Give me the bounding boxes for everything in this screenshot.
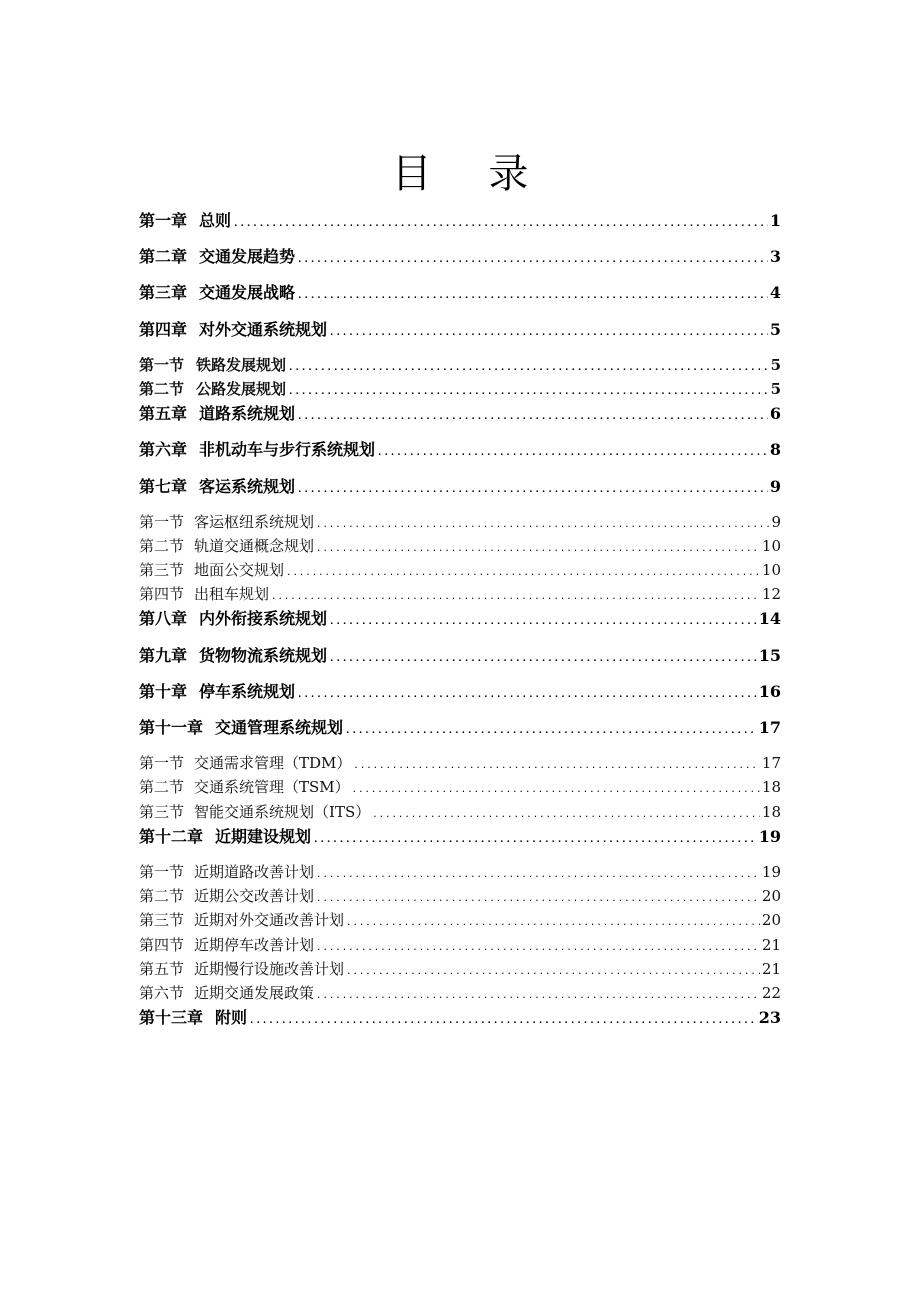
toc-entry-page: 9: [771, 512, 781, 531]
toc-section-entry[interactable]: [139, 800, 781, 824]
toc-entry-number: 第一节: [139, 512, 185, 531]
toc-entry-title: 货物物流系统规划: [199, 645, 328, 665]
toc-chapter-entry[interactable]: [139, 244, 781, 280]
toc-section-entry[interactable]: [139, 582, 781, 606]
toc-entry-number: 第一章: [139, 211, 188, 230]
toc-entry-number: 第二节: [139, 379, 185, 398]
toc-entry-number: 第四章: [139, 319, 188, 339]
toc-entry-number: 第七章: [139, 476, 188, 496]
toc-entry-title: 停车系统规划: [199, 681, 296, 701]
toc-entry-title: 智能交通系统规划（ITS）: [194, 802, 371, 821]
toc-entry-page: 23: [758, 1008, 781, 1028]
toc-section-entry[interactable]: [139, 933, 781, 957]
toc-entry-title: 交通管理系统规划: [215, 718, 344, 737]
toc-entry-title: 交通需求管理（TDM）: [194, 754, 352, 773]
toc-entry-number: 第八章: [139, 609, 188, 629]
toc-entry-number: 第十一章: [139, 718, 204, 737]
toc-entry-number: 第一节: [139, 862, 185, 881]
toc-section-entry[interactable]: [139, 908, 781, 932]
toc-entry-page: 20: [761, 911, 781, 930]
dot-leader: [297, 247, 768, 273]
dot-leader: [288, 380, 769, 401]
toc-chapter-entry[interactable]: [139, 679, 781, 715]
toc-section-entry[interactable]: [139, 353, 781, 377]
dot-leader: [286, 561, 760, 582]
dot-leader: [297, 283, 768, 309]
dot-leader: [346, 911, 760, 932]
dot-leader: [353, 754, 759, 775]
toc-entry-title: 对外交通系统规划: [199, 319, 328, 339]
toc-entry-number: 第二节: [139, 778, 185, 797]
toc-entry-title: 非机动车与步行系统规划: [199, 440, 376, 460]
dot-leader: [297, 404, 768, 430]
toc-section-entry[interactable]: [139, 957, 781, 981]
dot-leader: [372, 803, 760, 824]
toc-entry-page: 19: [758, 826, 781, 846]
toc-entry-page: 18: [761, 802, 781, 821]
table-of-contents: [139, 208, 781, 1041]
dot-leader: [352, 778, 760, 799]
toc-entry-number: 第四节: [139, 935, 185, 954]
toc-entry-title: 内外衔接系统规划: [199, 609, 328, 629]
toc-entry-title: 交通发展趋势: [199, 247, 296, 267]
dot-leader: [316, 984, 760, 1005]
toc-entry-title: 近期公交改善计划: [194, 887, 315, 906]
toc-section-entry[interactable]: [139, 775, 781, 799]
toc-entry-number: 第六节: [139, 983, 185, 1002]
toc-chapter-entry[interactable]: [139, 317, 781, 353]
toc-chapter-entry[interactable]: [139, 437, 781, 473]
toc-entry-number: 第三节: [139, 561, 185, 580]
toc-entry-title: 出租车规划: [194, 585, 270, 604]
toc-entry-page: 9: [769, 476, 781, 496]
toc-chapter-entry[interactable]: [139, 715, 781, 751]
toc-entry-page: 19: [761, 862, 781, 881]
dot-leader: [233, 211, 768, 237]
toc-section-entry[interactable]: [139, 510, 781, 534]
toc-chapter-entry[interactable]: [139, 474, 781, 510]
toc-entry-number: 第二章: [139, 247, 188, 267]
toc-section-entry[interactable]: [139, 884, 781, 908]
toc-section-entry[interactable]: [139, 534, 781, 558]
page-title: 目 录: [391, 151, 551, 197]
toc-entry-title: 近期建设规划: [215, 826, 312, 846]
dot-leader: [346, 960, 760, 981]
toc-entry-number: 第二节: [139, 887, 185, 906]
toc-entry-title: 总则: [199, 211, 232, 230]
toc-entry-page: 5: [769, 319, 781, 339]
toc-chapter-entry[interactable]: [139, 280, 781, 316]
toc-entry-page: 1: [769, 211, 781, 230]
toc-entry-number: 第三章: [139, 283, 188, 303]
toc-entry-title: 客运枢纽系统规划: [194, 512, 315, 531]
toc-entry-number: 第十二章: [139, 826, 204, 846]
toc-entry-number: 第四节: [139, 585, 185, 604]
toc-entry-page: 10: [761, 536, 781, 555]
toc-entry-title: 地面公交规划: [194, 561, 285, 580]
dot-leader: [329, 609, 757, 635]
toc-entry-number: 第三节: [139, 911, 185, 930]
toc-chapter-entry[interactable]: [139, 643, 781, 679]
dot-leader: [316, 513, 769, 534]
toc-entry-page: 16: [758, 681, 781, 701]
toc-entry-page: 5: [770, 355, 781, 374]
toc-section-entry[interactable]: [139, 860, 781, 884]
toc-entry-number: 第三节: [139, 802, 185, 821]
toc-entry-title: 近期停车改善计划: [194, 935, 315, 954]
dot-leader: [288, 356, 769, 377]
dot-leader: [297, 477, 768, 503]
toc-chapter-entry[interactable]: [139, 824, 781, 860]
toc-entry-title: 道路系统规划: [199, 404, 296, 424]
toc-entry-title: 近期道路改善计划: [194, 862, 315, 881]
toc-entry-page: 17: [758, 718, 781, 737]
dot-leader: [297, 682, 757, 708]
dot-leader: [316, 936, 760, 957]
toc-entry-page: 8: [769, 440, 781, 460]
toc-section-entry[interactable]: [139, 751, 781, 775]
toc-entry-page: 10: [761, 561, 781, 580]
toc-entry-number: 第一节: [139, 355, 185, 374]
dot-leader: [249, 1008, 757, 1034]
toc-section-entry[interactable]: [139, 558, 781, 582]
toc-entry-number: 第五节: [139, 959, 185, 978]
dot-leader: [329, 320, 768, 346]
toc-entry-title: 铁路发展规划: [196, 355, 287, 374]
toc-entry-page: 6: [769, 404, 781, 424]
toc-entry-page: 21: [761, 959, 781, 978]
toc-entry-title: 近期交通发展政策: [194, 983, 315, 1002]
dot-leader: [313, 827, 757, 853]
toc-entry-page: 14: [758, 609, 781, 629]
toc-entry-page: 22: [761, 983, 781, 1002]
dot-leader: [377, 440, 768, 466]
dot-leader: [345, 718, 757, 744]
toc-entry-page: 4: [769, 283, 781, 303]
toc-entry-number: 第一节: [139, 754, 185, 773]
toc-entry-page: 20: [761, 887, 781, 906]
toc-entry-page: 15: [758, 645, 781, 665]
toc-entry-title: 交通系统管理（TSM）: [194, 778, 350, 797]
toc-entry-number: 第五章: [139, 404, 188, 424]
toc-entry-number: 第六章: [139, 440, 188, 460]
toc-entry-title: 附则: [215, 1008, 248, 1028]
toc-chapter-entry[interactable]: [139, 1005, 781, 1041]
toc-entry-page: 21: [761, 935, 781, 954]
toc-chapter-entry[interactable]: [139, 401, 781, 437]
toc-entry-title: 近期对外交通改善计划: [194, 911, 345, 930]
toc-entry-title: 客运系统规划: [199, 476, 296, 496]
toc-entry-number: 第十三章: [139, 1008, 204, 1028]
toc-entry-title: 公路发展规划: [196, 379, 287, 398]
toc-entry-title: 交通发展战略: [199, 283, 296, 303]
toc-chapter-entry[interactable]: [139, 208, 781, 244]
toc-section-entry[interactable]: [139, 377, 781, 401]
dot-leader: [316, 887, 760, 908]
toc-chapter-entry[interactable]: [139, 606, 781, 642]
toc-entry-number: 第二节: [139, 536, 185, 555]
toc-entry-number: 第九章: [139, 645, 188, 665]
toc-section-entry[interactable]: [139, 981, 781, 1005]
dot-leader: [316, 863, 760, 884]
dot-leader: [329, 646, 757, 672]
toc-entry-page: 17: [761, 754, 781, 773]
toc-entry-title: 轨道交通概念规划: [194, 536, 315, 555]
toc-entry-number: 第十章: [139, 681, 188, 701]
toc-entry-page: 18: [761, 778, 781, 797]
toc-entry-page: 3: [769, 247, 781, 267]
toc-entry-page: 12: [761, 585, 781, 604]
dot-leader: [316, 537, 760, 558]
toc-entry-page: 5: [770, 379, 781, 398]
toc-entry-title: 近期慢行设施改善计划: [194, 959, 345, 978]
dot-leader: [271, 585, 760, 606]
